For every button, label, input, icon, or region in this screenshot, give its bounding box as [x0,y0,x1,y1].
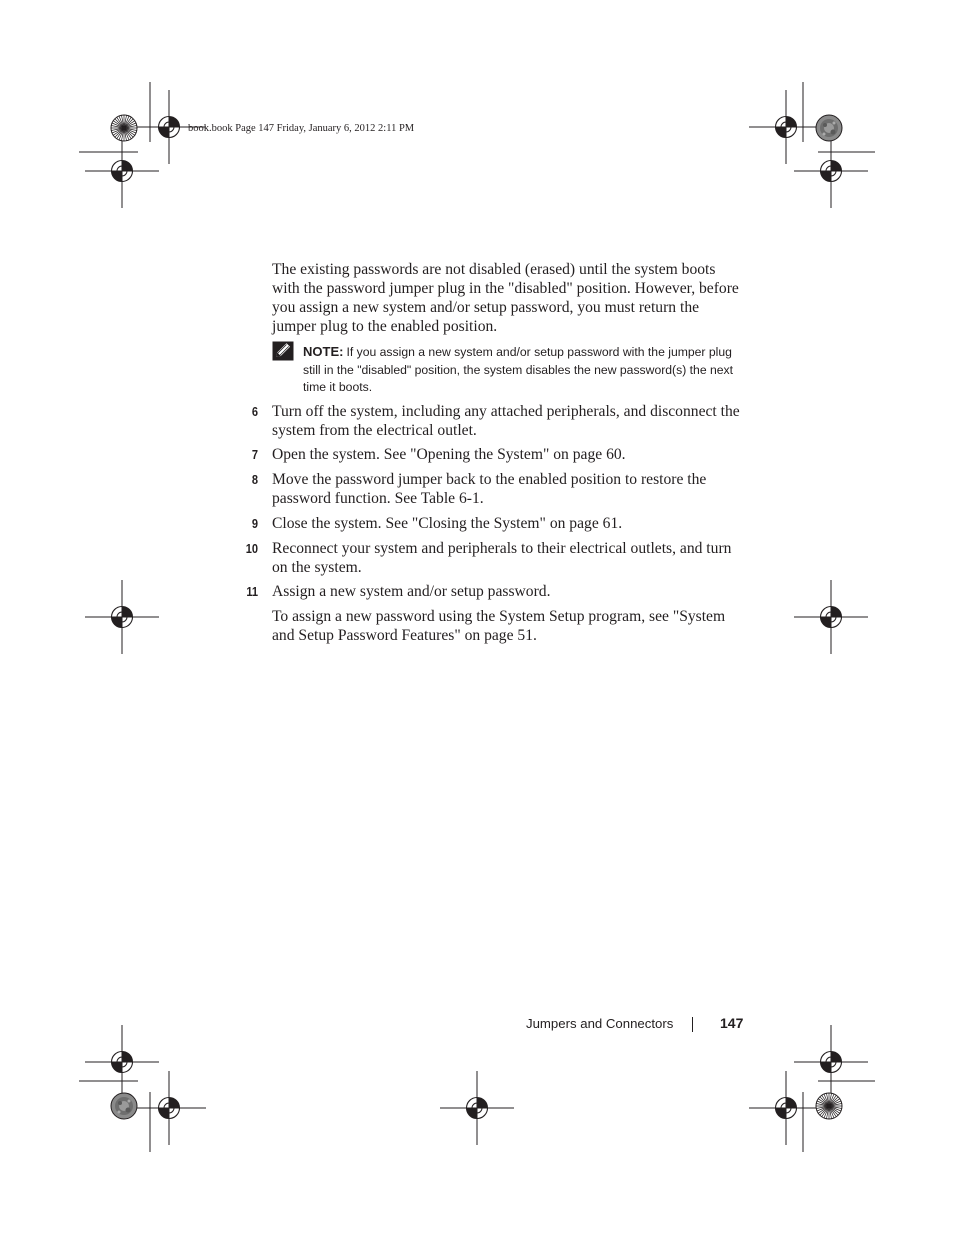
closing-paragraph: To assign a new password using the System Setup program, see "System and Setup Password Features" on page 51. [272,608,726,644]
footer-divider [692,1017,693,1032]
note-block [303,343,743,397]
step-number: 11 [246,584,258,599]
step-text: Move the password jumper back to the enabled position to restore the password function. See Table 6-1. [272,471,707,507]
step-number: 6 [251,404,258,419]
note-text: If you assign a new system and/or setup password with the jumper plug still in the "disabled" position, the system disables the new password(s) the next time it boots. [303,345,734,394]
step-text: Turn off the system, including any attached peripherals, and disconnect the system from the electrical outlet. [272,403,740,439]
footer-section-title: Jumpers and Connectors [526,1016,674,1031]
page-number: 147 [720,1015,744,1031]
step-number: 7 [251,447,258,462]
step-text: Assign a new system and/or setup password. [272,583,551,600]
pencil-note-icon [272,341,294,366]
intro-paragraph: The existing passwords are not disabled (erased) until the system boots with the password jumper plug in the "disabled" position. However, before you assign a new system and/or setup password, you must return the jumper plug to the enabled position. [272,261,739,335]
note-label: NOTE: [303,344,344,359]
print-header: book.book Page 147 Friday, January 6, 2012 2:11 PM [188,123,415,134]
step-text: Close the system. See "Closing the System" on page 61. [272,515,623,532]
step-number: 8 [251,472,258,487]
step-number: 10 [245,541,258,556]
step-text: Reconnect your system and peripherals to their electrical outlets, and turn on the system. [272,540,732,576]
step-text: Open the system. See "Opening the System" on page 60. [272,446,626,463]
step-number: 9 [251,516,258,531]
